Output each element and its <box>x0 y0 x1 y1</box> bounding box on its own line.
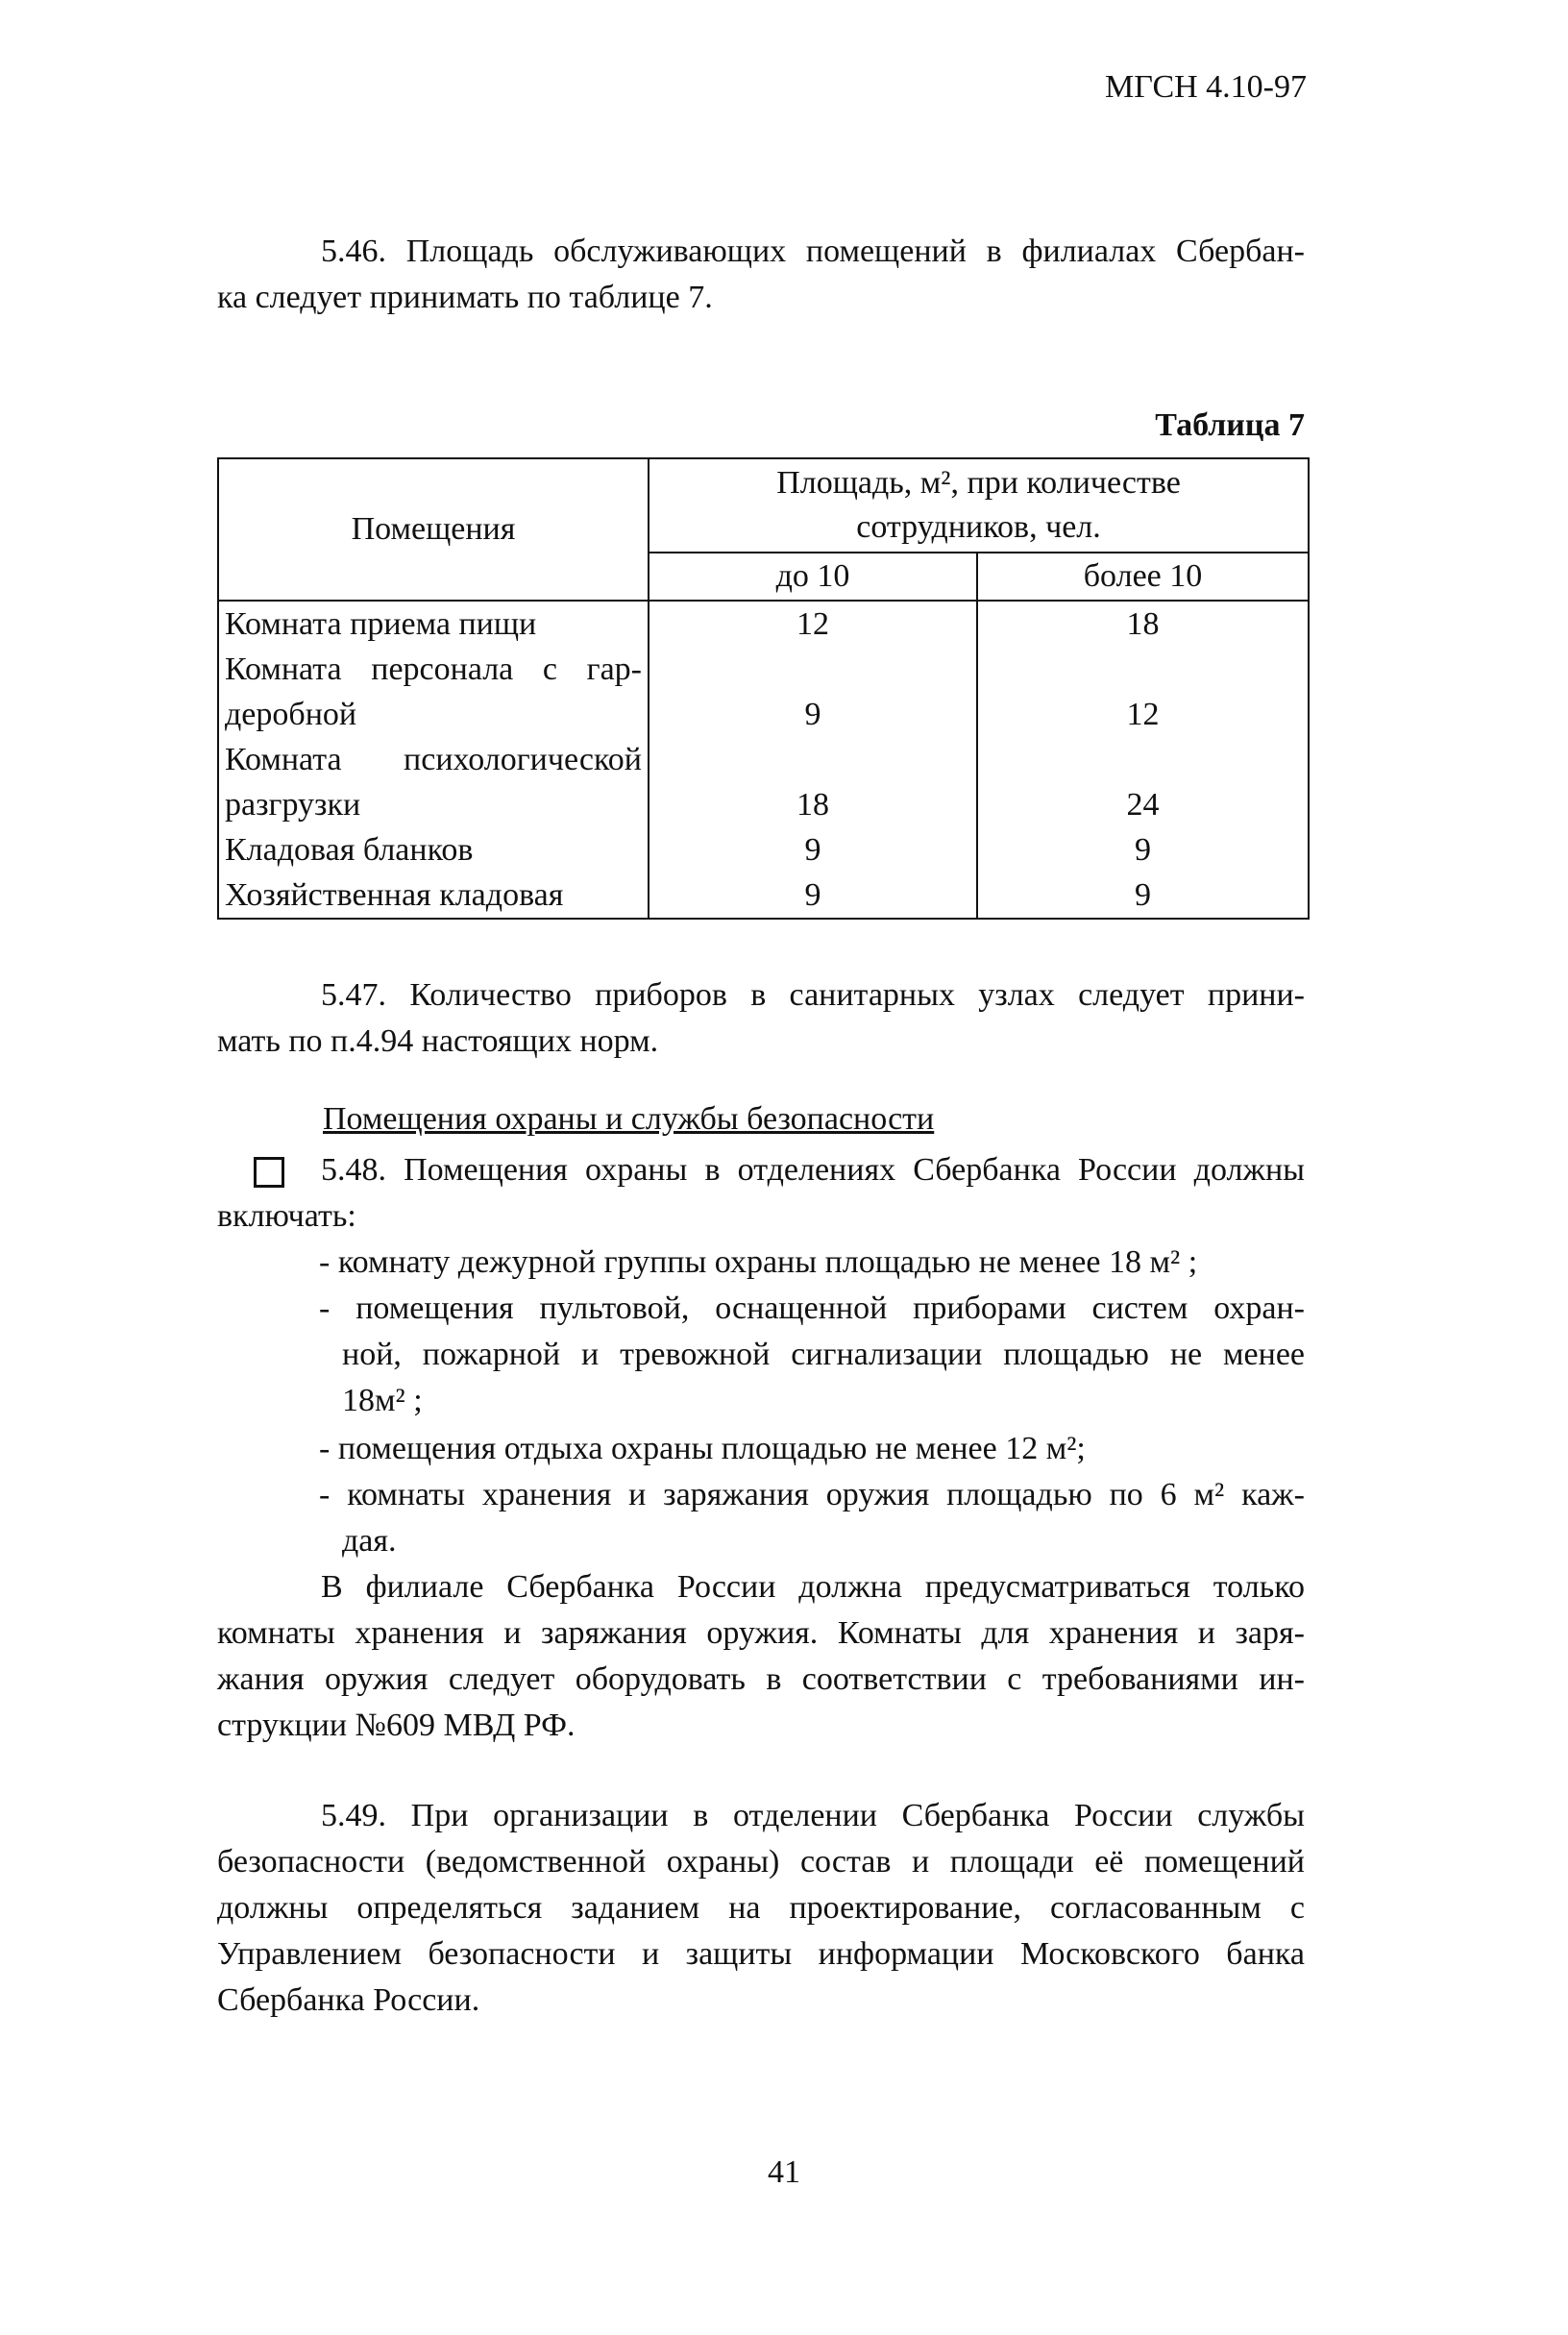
table-caption: Таблица 7 <box>1155 407 1305 443</box>
table-7 <box>217 457 1310 920</box>
area-upto-10: 9 <box>649 647 977 737</box>
table-row <box>218 737 1309 827</box>
header-area <box>649 458 1309 553</box>
list-item <box>319 1240 1305 1286</box>
list-item <box>319 1286 1305 1424</box>
table-row <box>218 647 1309 737</box>
list-item-line: - комнаты хранения и заряжания оружия площадью по 6 м² каж- <box>319 1477 1305 1512</box>
paragraph-5-49 <box>217 1793 1305 2024</box>
paragraph-line: комнаты хранения и заряжания оружия. Комнаты для хранения и заря- <box>217 1615 1305 1651</box>
area-over-10: 18 <box>977 601 1309 647</box>
room-name-line: Кладовая бланков <box>225 832 474 868</box>
paragraph-line: Сбербанка России. <box>217 1982 480 2018</box>
area-upto-10: 18 <box>649 737 977 827</box>
room-name <box>218 873 649 919</box>
area-upto-10: 12 <box>649 601 977 647</box>
paragraph-line: жания оружия следует оборудовать в соответствии с требованиями ин- <box>217 1661 1305 1697</box>
paragraph-line: безопасности (ведомственной охраны) состав и площади её помещений <box>217 1844 1305 1880</box>
section-title: Помещения охраны и службы безопасности <box>323 1101 935 1137</box>
list-item-line: - помещения пультовой, оснащенной приборами систем охран- <box>319 1290 1305 1326</box>
paragraph-line: В филиале Сбербанка России должна предусматриваться только <box>321 1569 1305 1605</box>
header-over-10: более 10 <box>977 553 1309 601</box>
area-over-10: 24 <box>977 737 1309 827</box>
room-name-line: деробной <box>225 697 357 732</box>
paragraph-line: Управлением безопасности и защиты информации Московского банка <box>217 1936 1305 1972</box>
header-rooms: Помещения <box>218 458 649 601</box>
paragraph-line: мать по п.4.94 настоящих норм. <box>217 1023 659 1059</box>
paragraph-line: 5.49. При организации в отделении Сбербанка России службы <box>321 1798 1305 1833</box>
header-upto-10: до 10 <box>649 553 977 601</box>
room-name-line: разгрузки <box>225 787 361 823</box>
area-over-10: 9 <box>977 827 1309 873</box>
room-name <box>218 827 649 873</box>
room-name <box>218 737 649 827</box>
area-over-10: 12 <box>977 647 1309 737</box>
room-name-line: Комната приема пищи <box>225 606 537 642</box>
paragraph-5-47 <box>217 972 1305 1065</box>
list-item-line: - комнату дежурной группы охраны площадью не менее 18 м² ; <box>319 1244 1198 1280</box>
paragraph-line: 5.48. Помещения охраны в отделениях Сбербанка России должны <box>321 1152 1305 1188</box>
paragraph-line: ка следует принимать по таблице 7. <box>217 280 713 315</box>
list-item-line: 18м² ; <box>342 1383 423 1418</box>
table-row <box>218 601 1309 647</box>
list-item <box>319 1472 1305 1564</box>
header-area-line: Площадь, м², при количестве <box>776 465 1181 501</box>
room-name-line: Комната персонала с гар- <box>225 651 642 687</box>
area-upto-10: 9 <box>649 827 977 873</box>
paragraph-line: 5.47. Количество приборов в санитарных узлах следует прини- <box>321 977 1305 1013</box>
table-row <box>218 827 1309 873</box>
list-item <box>319 1426 1305 1472</box>
area-over-10: 9 <box>977 873 1309 919</box>
paragraph-line: должны определяться заданием на проектирование, согласованным с <box>217 1890 1305 1926</box>
paragraph-5-48 <box>217 1147 1305 1240</box>
list-item-line: - помещения отдыха охраны площадью не менее 12 м²; <box>319 1431 1086 1466</box>
room-name-line: Хозяйственная кладовая <box>225 877 564 913</box>
list-item-line: ной, пожарной и тревожной сигнализации площадью не менее <box>342 1337 1305 1372</box>
paragraph-branch <box>217 1564 1305 1749</box>
page-number: 41 <box>768 2154 800 2190</box>
paragraph-line: струкции №609 МВД РФ. <box>217 1708 576 1743</box>
room-name-line: Комната психологической <box>225 742 642 777</box>
area-upto-10: 9 <box>649 873 977 919</box>
paragraph-line: 5.46. Площадь обслуживающих помещений в филиалах Сбербан- <box>321 234 1305 269</box>
table-row <box>218 873 1309 919</box>
document-code: МГСН 4.10-97 <box>1105 69 1307 105</box>
list-item-line: дая. <box>342 1523 397 1559</box>
header-area-line: сотрудников, чел. <box>856 509 1101 545</box>
room-name <box>218 647 649 737</box>
room-name <box>218 601 649 647</box>
paragraph-5-46 <box>217 229 1305 321</box>
paragraph-line: включать: <box>217 1198 356 1234</box>
